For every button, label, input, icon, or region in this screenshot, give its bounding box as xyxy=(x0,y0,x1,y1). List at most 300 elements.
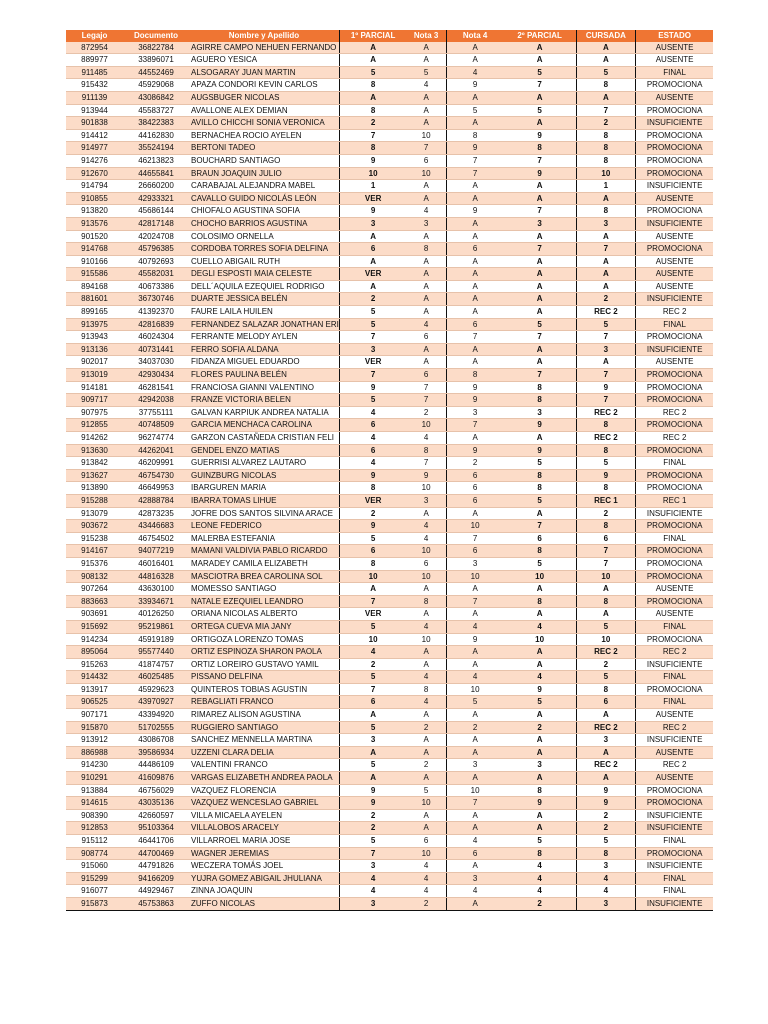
cursada-cell: 8 xyxy=(576,847,635,860)
nota-4-cell: A xyxy=(446,658,503,671)
nota-3-cell: 4 xyxy=(406,885,446,898)
estado-cell: AUSENTE xyxy=(635,608,713,621)
cursada-cell: 7 xyxy=(576,545,635,558)
nombre-cell: MOMESSO SANTIAGO xyxy=(189,583,339,596)
estado-cell: REC 2 xyxy=(635,432,713,445)
documento-cell: 36730746 xyxy=(123,293,189,306)
documento-cell: 44929467 xyxy=(123,885,189,898)
cursada-cell: 5 xyxy=(576,457,635,470)
nota-4-cell: 7 xyxy=(446,154,503,167)
estado-cell: PROMOCIONA xyxy=(635,847,713,860)
primer-parcial-cell: 2 xyxy=(339,507,406,520)
nota-3-cell: 5 xyxy=(406,66,446,79)
table-row xyxy=(66,167,713,180)
legajo-cell: 914615 xyxy=(66,797,123,810)
nota-4-cell: 7 xyxy=(446,797,503,810)
primer-parcial-cell: A xyxy=(339,54,406,67)
nota-4-cell: 4 xyxy=(446,66,503,79)
table-row xyxy=(66,570,713,583)
segundo-parcial-cell: A xyxy=(503,192,576,205)
documento-cell: 51702555 xyxy=(123,721,189,734)
documento-cell: 43086708 xyxy=(123,734,189,747)
primer-parcial-cell: 8 xyxy=(339,79,406,92)
table-row xyxy=(66,835,713,848)
primer-parcial-cell: 6 xyxy=(339,545,406,558)
segundo-parcial-cell: 9 xyxy=(503,683,576,696)
nota-4-cell: A xyxy=(446,646,503,659)
nota-4-cell: A xyxy=(446,507,503,520)
nota-4-cell: 10 xyxy=(446,683,503,696)
documento-cell: 34037030 xyxy=(123,356,189,369)
nota-4-cell: A xyxy=(446,192,503,205)
nota-3-cell: A xyxy=(406,608,446,621)
primer-parcial-cell: A xyxy=(339,230,406,243)
table-row xyxy=(66,822,713,835)
nombre-cell: ORTIGOZA LORENZO TOMAS xyxy=(189,633,339,646)
documento-cell: 46016401 xyxy=(123,557,189,570)
primer-parcial-cell: 7 xyxy=(339,595,406,608)
nota-4-cell: 4 xyxy=(446,885,503,898)
nota-3-cell: A xyxy=(406,280,446,293)
documento-cell: 38422383 xyxy=(123,117,189,130)
documento-cell: 96274774 xyxy=(123,432,189,445)
legajo-cell: 916077 xyxy=(66,885,123,898)
legajo-cell: 914262 xyxy=(66,432,123,445)
primer-parcial-cell: A xyxy=(339,280,406,293)
segundo-parcial-cell: 8 xyxy=(503,142,576,155)
documento-cell: 44700469 xyxy=(123,847,189,860)
segundo-parcial-cell: A xyxy=(503,734,576,747)
nota-4-cell: 2 xyxy=(446,721,503,734)
estado-cell: PROMOCIONA xyxy=(635,570,713,583)
nota-3-cell: A xyxy=(406,255,446,268)
segundo-parcial-cell: A xyxy=(503,658,576,671)
nota-3-cell: 2 xyxy=(406,406,446,419)
segundo-parcial-cell: 5 xyxy=(503,557,576,570)
nota-3-cell: 6 xyxy=(406,154,446,167)
legajo-cell: 913079 xyxy=(66,507,123,520)
legajo-cell: 913842 xyxy=(66,457,123,470)
primer-parcial-cell: 9 xyxy=(339,381,406,394)
legajo-cell: 913943 xyxy=(66,331,123,344)
documento-cell: 43035136 xyxy=(123,797,189,810)
nombre-cell: ALSOGARAY JUAN MARTIN xyxy=(189,66,339,79)
primer-parcial-cell: 3 xyxy=(339,897,406,910)
estado-cell: PROMOCIONA xyxy=(635,797,713,810)
cursada-cell: 9 xyxy=(576,381,635,394)
segundo-parcial-cell: 10 xyxy=(503,633,576,646)
estado-cell: PROMOCIONA xyxy=(635,243,713,256)
nota-3-cell: A xyxy=(406,230,446,243)
primer-parcial-cell: 8 xyxy=(339,482,406,495)
estado-cell: AUSENTE xyxy=(635,268,713,281)
legajo-cell: 913975 xyxy=(66,318,123,331)
table-row xyxy=(66,243,713,256)
nota-3-cell: 3 xyxy=(406,217,446,230)
segundo-parcial-cell: 7 xyxy=(503,79,576,92)
documento-cell: 35524194 xyxy=(123,142,189,155)
documento-cell: 95219861 xyxy=(123,620,189,633)
header-cursada: CURSADA xyxy=(576,30,635,42)
nota-4-cell: 7 xyxy=(446,419,503,432)
estado-cell: FINAL xyxy=(635,885,713,898)
table-row xyxy=(66,217,713,230)
table-row xyxy=(66,406,713,419)
nota-3-cell: A xyxy=(406,646,446,659)
documento-cell: 39586934 xyxy=(123,746,189,759)
table-row xyxy=(66,784,713,797)
table-row xyxy=(66,432,713,445)
legajo-cell: 906525 xyxy=(66,696,123,709)
segundo-parcial-cell: 4 xyxy=(503,885,576,898)
nota-4-cell: 9 xyxy=(446,381,503,394)
table-row xyxy=(66,117,713,130)
primer-parcial-cell: 5 xyxy=(339,318,406,331)
table-row xyxy=(66,457,713,470)
nota-4-cell: A xyxy=(446,293,503,306)
nota-3-cell: 10 xyxy=(406,545,446,558)
legajo-cell: 894168 xyxy=(66,280,123,293)
segundo-parcial-cell: 3 xyxy=(503,759,576,772)
estado-cell: FINAL xyxy=(635,532,713,545)
legajo-cell: 914234 xyxy=(66,633,123,646)
primer-parcial-cell: A xyxy=(339,772,406,785)
table-row xyxy=(66,419,713,432)
legajo-cell: 914794 xyxy=(66,180,123,193)
segundo-parcial-cell: 5 xyxy=(503,104,576,117)
header-nombre-apellido: Nombre y Apellido xyxy=(189,30,339,42)
nota-4-cell: A xyxy=(446,280,503,293)
nota-4-cell: 10 xyxy=(446,570,503,583)
table-row xyxy=(66,671,713,684)
nombre-cell: SANCHEZ MENNELLA MARTINA xyxy=(189,734,339,747)
segundo-parcial-cell: 6 xyxy=(503,532,576,545)
nota-4-cell: A xyxy=(446,734,503,747)
nota-3-cell: 6 xyxy=(406,331,446,344)
legajo-cell: 886988 xyxy=(66,746,123,759)
legajo-cell: 910291 xyxy=(66,772,123,785)
segundo-parcial-cell: 5 xyxy=(503,835,576,848)
segundo-parcial-cell: A xyxy=(503,91,576,104)
legajo-cell: 915376 xyxy=(66,557,123,570)
cursada-cell: 7 xyxy=(576,243,635,256)
estado-cell: REC 2 xyxy=(635,721,713,734)
table-row xyxy=(66,369,713,382)
nombre-cell: VILLA MICAELA AYELEN xyxy=(189,809,339,822)
segundo-parcial-cell: 8 xyxy=(503,784,576,797)
table-row xyxy=(66,142,713,155)
documento-cell: 94077219 xyxy=(123,545,189,558)
legajo-cell: 889977 xyxy=(66,54,123,67)
estado-cell: AUSENTE xyxy=(635,583,713,596)
primer-parcial-cell: 2 xyxy=(339,809,406,822)
documento-cell: 45583727 xyxy=(123,104,189,117)
legajo-cell: 914167 xyxy=(66,545,123,558)
primer-parcial-cell: 9 xyxy=(339,797,406,810)
primer-parcial-cell: 6 xyxy=(339,419,406,432)
estado-cell: PROMOCIONA xyxy=(635,369,713,382)
legajo-cell: 912855 xyxy=(66,419,123,432)
table-row xyxy=(66,394,713,407)
segundo-parcial-cell: 8 xyxy=(503,595,576,608)
segundo-parcial-cell: 9 xyxy=(503,797,576,810)
nombre-cell: QUINTEROS TOBIAS AGUSTIN xyxy=(189,683,339,696)
cursada-cell: 7 xyxy=(576,369,635,382)
legajo-cell: 901838 xyxy=(66,117,123,130)
nombre-cell: CHOCHO BARRIOS AGUSTINA xyxy=(189,217,339,230)
primer-parcial-cell: 3 xyxy=(339,860,406,873)
estado-cell: FINAL xyxy=(635,696,713,709)
cursada-cell: A xyxy=(576,772,635,785)
nota-4-cell: 2 xyxy=(446,457,503,470)
nota-4-cell: 10 xyxy=(446,520,503,533)
cursada-cell: 1 xyxy=(576,180,635,193)
segundo-parcial-cell: 7 xyxy=(503,154,576,167)
documento-cell: 40126250 xyxy=(123,608,189,621)
table-row xyxy=(66,280,713,293)
segundo-parcial-cell: A xyxy=(503,255,576,268)
nota-4-cell: A xyxy=(446,809,503,822)
segundo-parcial-cell: 7 xyxy=(503,331,576,344)
nombre-cell: FERRANTE MELODY AYLEN xyxy=(189,331,339,344)
documento-cell: 26660200 xyxy=(123,180,189,193)
primer-parcial-cell: 2 xyxy=(339,658,406,671)
documento-cell: 37755111 xyxy=(123,406,189,419)
cursada-cell: 5 xyxy=(576,66,635,79)
legajo-cell: 883663 xyxy=(66,595,123,608)
legajo-cell: 914181 xyxy=(66,381,123,394)
legajo-cell: 909717 xyxy=(66,394,123,407)
legajo-cell: 912670 xyxy=(66,167,123,180)
primer-parcial-cell: A xyxy=(339,709,406,722)
nombre-cell: ZUFFO NICOLAS xyxy=(189,897,339,910)
nombre-cell: AGIRRE CAMPO NEHUEN FERNANDO xyxy=(189,42,339,54)
nota-4-cell: A xyxy=(446,343,503,356)
legajo-cell: 915586 xyxy=(66,268,123,281)
legajo-cell: 902017 xyxy=(66,356,123,369)
documento-cell: 95577440 xyxy=(123,646,189,659)
nombre-cell: BERTONI TADEO xyxy=(189,142,339,155)
estado-cell: AUSENTE xyxy=(635,192,713,205)
nombre-cell: UZZENI CLARA DELIA xyxy=(189,746,339,759)
nota-4-cell: 6 xyxy=(446,469,503,482)
nota-3-cell: A xyxy=(406,104,446,117)
nota-3-cell: 10 xyxy=(406,129,446,142)
cursada-cell: 10 xyxy=(576,167,635,180)
nota-4-cell: A xyxy=(446,117,503,130)
legajo-cell: 901520 xyxy=(66,230,123,243)
cursada-cell: 7 xyxy=(576,394,635,407)
nombre-cell: FERNANDEZ SALAZAR JONATHAN ERI xyxy=(189,318,339,331)
nota-3-cell: 10 xyxy=(406,797,446,810)
nota-4-cell: 6 xyxy=(446,318,503,331)
segundo-parcial-cell: A xyxy=(503,507,576,520)
table-row xyxy=(66,633,713,646)
estado-cell: PROMOCIONA xyxy=(635,683,713,696)
nota-4-cell: 3 xyxy=(446,759,503,772)
cursada-cell: 7 xyxy=(576,557,635,570)
primer-parcial-cell: 3 xyxy=(339,217,406,230)
segundo-parcial-cell: A xyxy=(503,54,576,67)
estado-cell: PROMOCIONA xyxy=(635,784,713,797)
primer-parcial-cell: VER xyxy=(339,356,406,369)
segundo-parcial-cell: 8 xyxy=(503,469,576,482)
cursada-cell: 8 xyxy=(576,79,635,92)
cursada-cell: A xyxy=(576,268,635,281)
nota-4-cell: 7 xyxy=(446,331,503,344)
primer-parcial-cell: 9 xyxy=(339,469,406,482)
segundo-parcial-cell: A xyxy=(503,293,576,306)
estado-cell: INSUFICIENTE xyxy=(635,217,713,230)
primer-parcial-cell: 5 xyxy=(339,671,406,684)
nota-3-cell: 8 xyxy=(406,243,446,256)
table-row xyxy=(66,482,713,495)
segundo-parcial-cell: A xyxy=(503,268,576,281)
nota-4-cell: 7 xyxy=(446,595,503,608)
nota-3-cell: 8 xyxy=(406,444,446,457)
cursada-cell: A xyxy=(576,746,635,759)
legajo-cell: 903691 xyxy=(66,608,123,621)
legajo-cell: 908774 xyxy=(66,847,123,860)
estado-cell: FINAL xyxy=(635,66,713,79)
documento-cell: 33934671 xyxy=(123,595,189,608)
nombre-cell: MARADEY CAMILA ELIZABETH xyxy=(189,557,339,570)
table-row xyxy=(66,205,713,218)
estado-cell: INSUFICIENTE xyxy=(635,293,713,306)
nota-4-cell: 9 xyxy=(446,633,503,646)
nota-3-cell: A xyxy=(406,293,446,306)
estado-cell: PROMOCIONA xyxy=(635,419,713,432)
cursada-cell: 3 xyxy=(576,734,635,747)
segundo-parcial-cell: 7 xyxy=(503,369,576,382)
primer-parcial-cell: 5 xyxy=(339,532,406,545)
nota-3-cell: A xyxy=(406,734,446,747)
cursada-cell: 3 xyxy=(576,217,635,230)
header-documento: Documento xyxy=(123,30,189,42)
documento-cell: 41392370 xyxy=(123,306,189,319)
table-row xyxy=(66,104,713,117)
primer-parcial-cell: 1 xyxy=(339,180,406,193)
nota-4-cell: 5 xyxy=(446,104,503,117)
segundo-parcial-cell: A xyxy=(503,280,576,293)
documento-cell: 42930434 xyxy=(123,369,189,382)
segundo-parcial-cell: 2 xyxy=(503,897,576,910)
table-body xyxy=(66,42,713,910)
cursada-cell: REC 2 xyxy=(576,759,635,772)
cursada-cell: 4 xyxy=(576,885,635,898)
primer-parcial-cell: 5 xyxy=(339,394,406,407)
segundo-parcial-cell: A xyxy=(503,709,576,722)
cursada-cell: 8 xyxy=(576,205,635,218)
nombre-cell: ORTEGA CUEVA MIA JANY xyxy=(189,620,339,633)
nombre-cell: GUERRISI ALVAREZ LAUTARO xyxy=(189,457,339,470)
estado-cell: PROMOCIONA xyxy=(635,545,713,558)
nombre-cell: CORDOBA TORRES SOFIA DELFINA xyxy=(189,243,339,256)
nota-3-cell: 10 xyxy=(406,482,446,495)
table-row xyxy=(66,860,713,873)
legajo-cell: 913820 xyxy=(66,205,123,218)
segundo-parcial-cell: 3 xyxy=(503,406,576,419)
documento-cell: 41609876 xyxy=(123,772,189,785)
table-row xyxy=(66,129,713,142)
nombre-cell: GALVAN KARPIUK ANDREA NATALIA xyxy=(189,406,339,419)
nombre-cell: NATALE EZEQUIEL LEANDRO xyxy=(189,595,339,608)
documento-cell: 40731441 xyxy=(123,343,189,356)
segundo-parcial-cell: 8 xyxy=(503,394,576,407)
table-row xyxy=(66,746,713,759)
nota-3-cell: 7 xyxy=(406,394,446,407)
nombre-cell: CUELLO ABIGAIL RUTH xyxy=(189,255,339,268)
nota-4-cell: 4 xyxy=(446,620,503,633)
table-row xyxy=(66,721,713,734)
documento-cell: 40748509 xyxy=(123,419,189,432)
nombre-cell: BOUCHARD SANTIAGO xyxy=(189,154,339,167)
nota-3-cell: A xyxy=(406,746,446,759)
table-row xyxy=(66,381,713,394)
estado-cell: INSUFICIENTE xyxy=(635,734,713,747)
documento-cell: 44262041 xyxy=(123,444,189,457)
nombre-cell: ORTIZ LOREIRO GUSTAVO YAMIL xyxy=(189,658,339,671)
nota-4-cell: 6 xyxy=(446,847,503,860)
nombre-cell: LEONE FEDERICO xyxy=(189,520,339,533)
legajo-cell: 915288 xyxy=(66,494,123,507)
legajo-cell: 913576 xyxy=(66,217,123,230)
nombre-cell: FRANCIOSA GIANNI VALENTINO xyxy=(189,381,339,394)
cursada-cell: 6 xyxy=(576,696,635,709)
documento-cell: 42888784 xyxy=(123,494,189,507)
table-row xyxy=(66,306,713,319)
segundo-parcial-cell: 3 xyxy=(503,217,576,230)
documento-cell: 46213823 xyxy=(123,154,189,167)
documento-cell: 40792693 xyxy=(123,255,189,268)
cursada-cell: 9 xyxy=(576,797,635,810)
table-row xyxy=(66,809,713,822)
segundo-parcial-cell: A xyxy=(503,432,576,445)
primer-parcial-cell: 3 xyxy=(339,343,406,356)
legajo-cell: 911485 xyxy=(66,66,123,79)
nota-4-cell: 6 xyxy=(446,545,503,558)
nota-3-cell: 6 xyxy=(406,835,446,848)
table-row xyxy=(66,885,713,898)
nota-4-cell: 3 xyxy=(446,872,503,885)
nombre-cell: AVILLO CHICCHI SONIA VERONICA xyxy=(189,117,339,130)
table-row xyxy=(66,318,713,331)
cursada-cell: 2 xyxy=(576,293,635,306)
segundo-parcial-cell: 5 xyxy=(503,318,576,331)
table-row xyxy=(66,583,713,596)
cursada-cell: 9 xyxy=(576,784,635,797)
legajo-cell: 907975 xyxy=(66,406,123,419)
nota-3-cell: A xyxy=(406,117,446,130)
nombre-cell: FRANZE VICTORIA BELEN xyxy=(189,394,339,407)
nota-3-cell: A xyxy=(406,658,446,671)
primer-parcial-cell: A xyxy=(339,583,406,596)
table-row xyxy=(66,797,713,810)
cursada-cell: 8 xyxy=(576,482,635,495)
table-row xyxy=(66,494,713,507)
primer-parcial-cell: 6 xyxy=(339,696,406,709)
nota-4-cell: 3 xyxy=(446,557,503,570)
estado-cell: PROMOCIONA xyxy=(635,154,713,167)
nota-3-cell: A xyxy=(406,42,446,54)
documento-cell: 42873235 xyxy=(123,507,189,520)
legajo-cell: 915299 xyxy=(66,872,123,885)
documento-cell: 41874757 xyxy=(123,658,189,671)
legajo-cell: 915060 xyxy=(66,860,123,873)
estado-cell: INSUFICIENTE xyxy=(635,809,713,822)
header-estado: ESTADO xyxy=(635,30,713,42)
cursada-cell: 9 xyxy=(576,469,635,482)
